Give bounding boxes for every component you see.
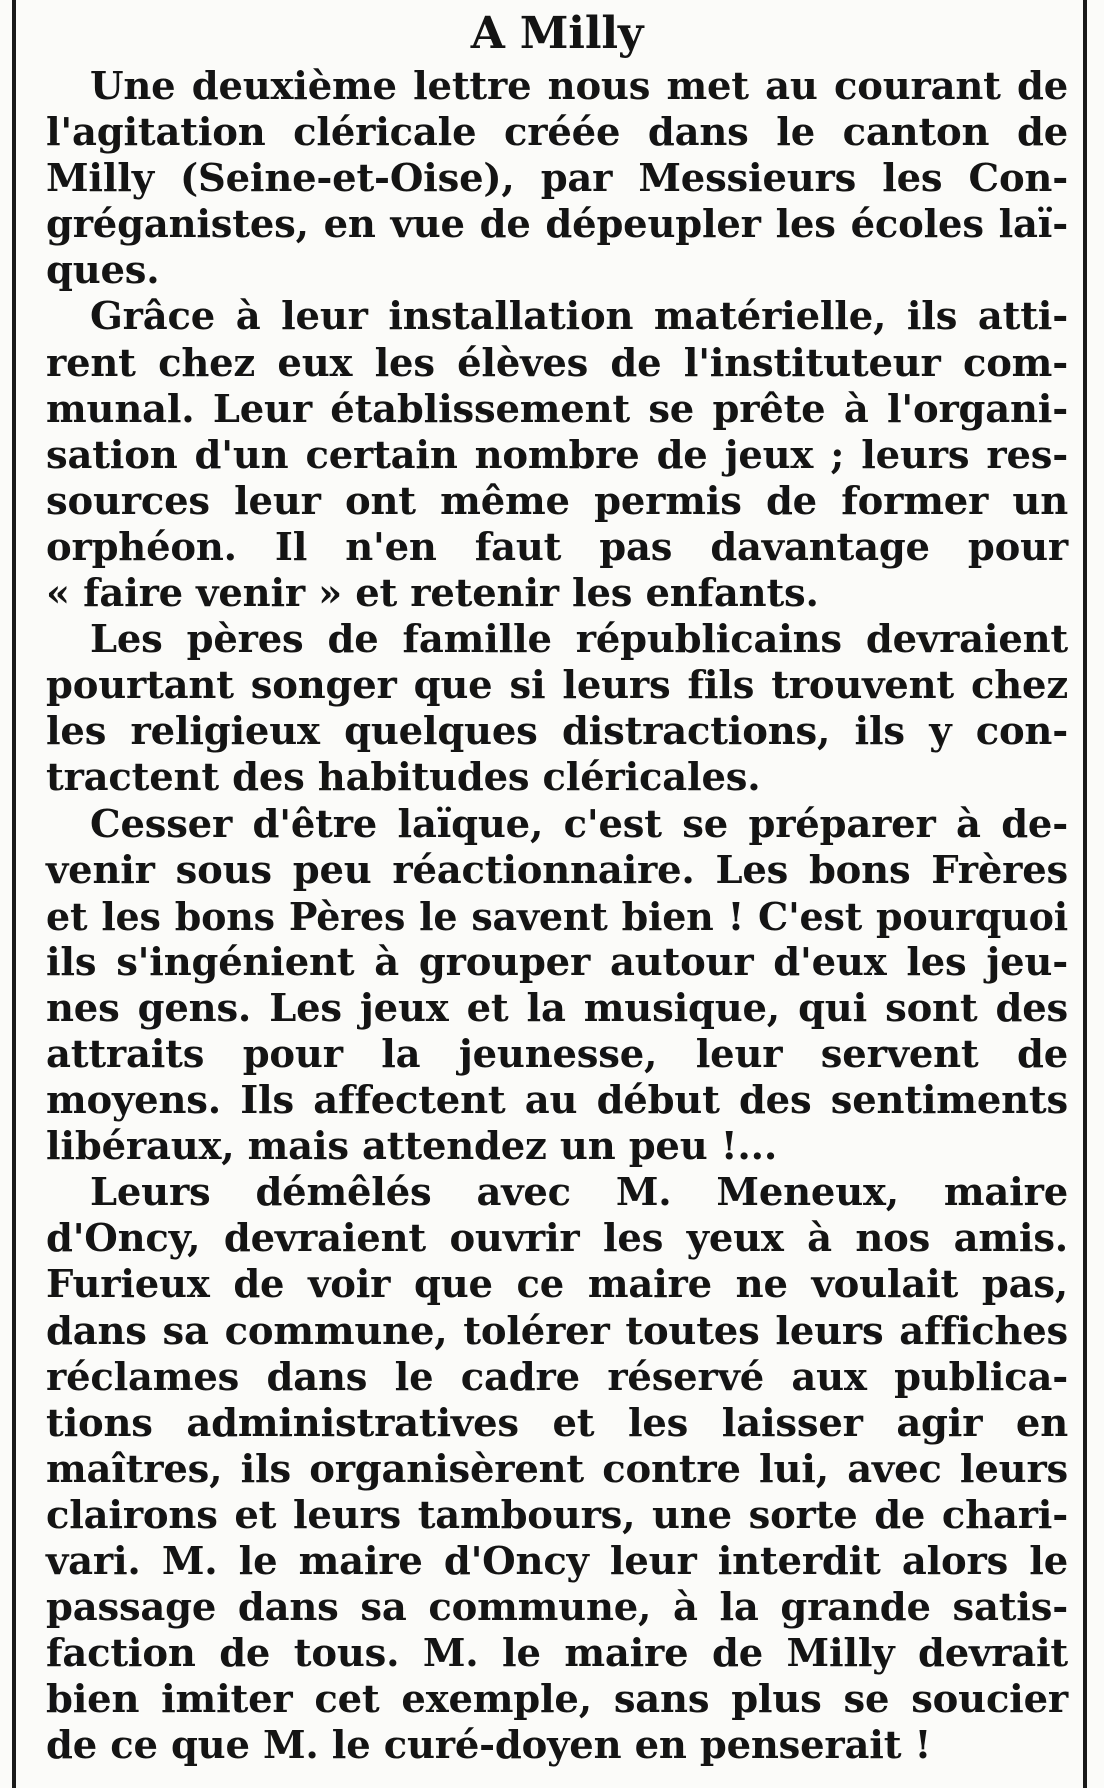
text-line: gréganistes, en vue de dépeupler les écoles laï-: [46, 202, 1068, 248]
text-line: réclames dans le cadre réservé aux publica-: [46, 1354, 1068, 1400]
text-line: faction de tous. M. le maire de Milly devrait: [46, 1631, 1068, 1677]
text-line: pourtant songer que si leurs fils trouvent chez: [46, 663, 1068, 709]
text-line: Les pères de famille républicains devraient: [90, 617, 1068, 663]
text-line: les religieux quelques distractions, ils y con-: [46, 709, 1068, 755]
text-line: l'agitation cléricale créée dans le canton de: [46, 110, 1068, 156]
text-line: Grâce à leur installation matérielle, ils atti-: [90, 294, 1068, 340]
text-line: nes gens. Les jeux et la musique, qui sont des: [46, 985, 1068, 1031]
text-line: maîtres, ils organisèrent contre lui, avec leurs: [46, 1446, 1068, 1492]
text-line: Furieux de voir que ce maire ne voulait pas,: [46, 1262, 1068, 1308]
text-line: « faire venir » et retenir les enfants.: [46, 571, 819, 617]
text-line: Une deuxième lettre nous met au courant de: [90, 64, 1068, 109]
text-line: attraits pour la jeunesse, leur servent de: [46, 1031, 1068, 1077]
column-rule-left: [12, 0, 16, 1788]
text-line: tions administratives et les laisser agir en: [46, 1400, 1068, 1446]
text-line: clairons et leurs tambours, une sorte de chari-: [46, 1492, 1068, 1538]
text-line: passage dans sa commune, à la grande satis-: [46, 1585, 1068, 1631]
text-line: sation d'un certain nombre de jeux ; leurs res-: [46, 432, 1068, 478]
text-line: munal. Leur établissement se prête à l'organi-: [46, 386, 1068, 432]
text-line: dans sa commune, tolérer toutes leurs affiches: [46, 1308, 1068, 1354]
text-line: vari. M. le maire d'Oncy leur interdit alors le: [46, 1539, 1068, 1584]
column-rule-right: [1083, 0, 1087, 1788]
text-line: de ce que M. le curé-doyen en penserait !: [46, 1723, 932, 1769]
text-line: bien imiter cet exemple, sans plus se soucier: [46, 1677, 1068, 1723]
text-line: orphéon. Il n'en faut pas davantage pour: [46, 524, 1068, 570]
text-line: rent chez eux les élèves de l'instituteur com-: [46, 340, 1068, 386]
text-line: d'Oncy, devraient ouvrir les yeux à nos amis.: [46, 1216, 1068, 1262]
text-line: moyens. Ils affectent au début des sentiments: [46, 1078, 1068, 1124]
text-line: libéraux, mais attendez un peu !...: [46, 1124, 778, 1170]
text-line: sources leur ont même permis de former un: [46, 478, 1068, 524]
text-line: venir sous peu réactionnaire. Les bons Frères: [46, 847, 1068, 893]
text-line: ils s'ingénient à grouper autour d'eux les jeu-: [46, 939, 1068, 985]
text-line: ques.: [46, 248, 160, 294]
text-line: Cesser d'être laïque, c'est se préparer à de-: [90, 801, 1068, 847]
text-line: et les bons Pères le savent bien ! C'est pourquoi: [46, 893, 1068, 939]
text-line: Milly (Seine-et-Oise), par Messieurs les Con-: [46, 156, 1068, 202]
text-line: tractent des habitudes cléricales.: [46, 755, 761, 801]
text-line: Leurs démêlés avec M. Meneux, maire: [90, 1170, 1068, 1216]
article: [46, 4, 1068, 1769]
article-title: A Milly: [470, 8, 644, 59]
